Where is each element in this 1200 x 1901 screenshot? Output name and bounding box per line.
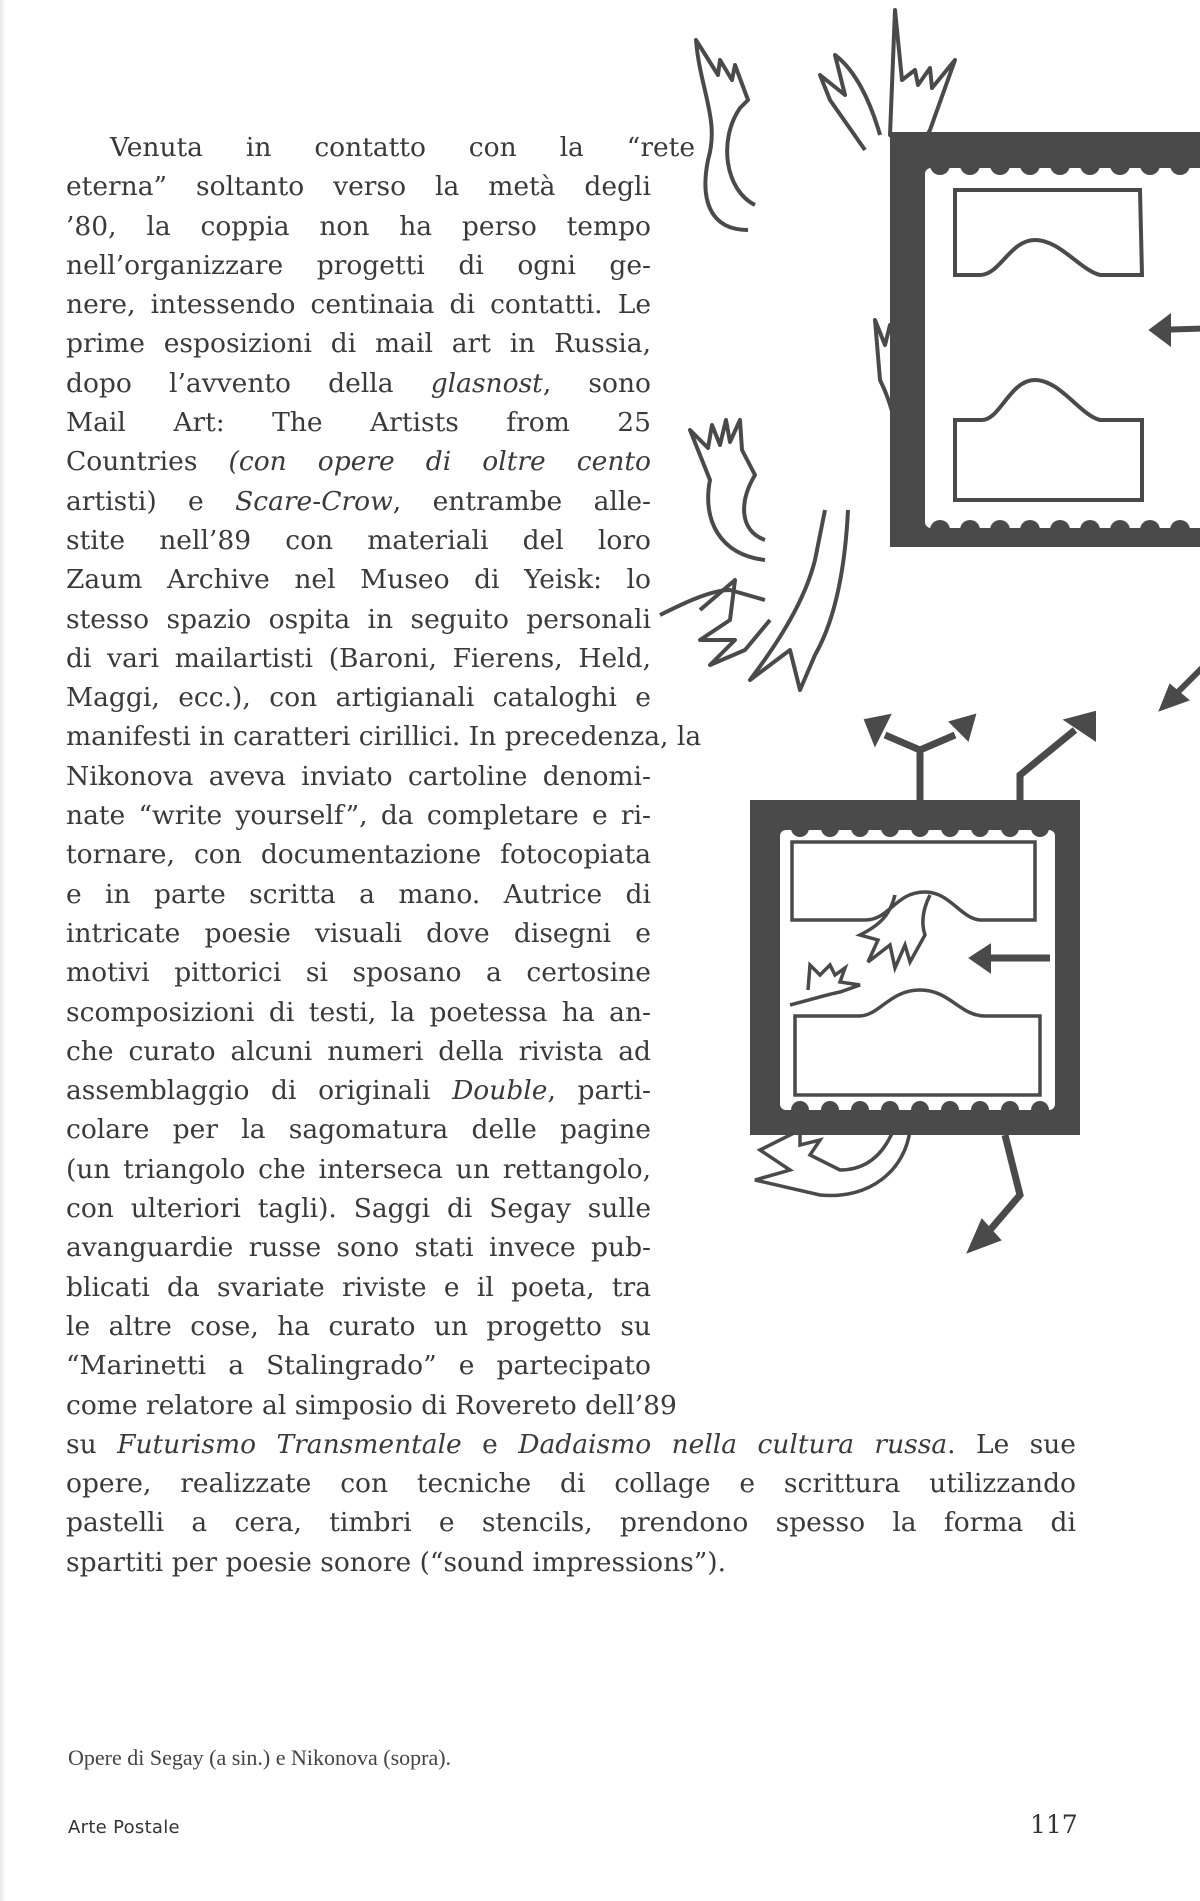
text-segment: , entrambe alle- [392,485,651,517]
text-segment: e in parte scritta a mano. Autrice di [66,878,651,910]
text-segment: le altre cose, ha curato un progetto su [66,1310,651,1342]
text-segment: su [66,1428,118,1460]
text-segment: , parti- [547,1075,652,1107]
page-number: 117 [1030,1810,1078,1839]
hand-drawing [820,55,880,150]
text-segment: nate “write yourself”, da completare e ri- [66,800,651,832]
arm-drawing [696,40,755,230]
text-segment: Maggi, ecc.), con artigianali cataloghi e [66,682,651,714]
text-segment: ’80, la coppia non ha perso tempo [66,210,651,242]
text-line [66,1307,651,1346]
text-line [66,1032,651,1071]
text-segment: stesso spazio ospita in seguito personali [66,603,651,635]
text-line [66,285,651,324]
stamp-artwork-top [640,0,1200,740]
text-line [66,1425,1076,1464]
text-segment: artisti) e [66,485,236,517]
text-line [66,600,651,639]
text-line [66,953,651,992]
text-line [66,914,651,953]
stamp-frame [750,800,1080,1135]
text-line [66,442,651,481]
text-line [66,1346,651,1385]
text-line [66,1150,651,1189]
text-segment: come relatore al simposio di Rovereto dell’89 [66,1389,677,1421]
text-segment: motivi pittorici si sposano a certosine [66,957,651,989]
text-segment: con ulteriori tagli). Saggi di Segay sulle [66,1193,651,1225]
text-line [66,1543,1116,1582]
italic-title: Double [452,1075,548,1107]
text-segment: Venuta in contatto con la “rete [110,132,695,163]
text-segment: colare per la sagomatura delle pagine [66,1114,651,1146]
running-title: Arte Postale [68,1817,180,1838]
text-segment: che curato alcuni numeri della rivista ad [66,1035,651,1067]
text-segment: blicati da svariate riviste e il poeta, tra [66,1271,651,1303]
text-segment: . Le sue [947,1428,1076,1460]
arrow-down-left-icon [990,1135,1020,1230]
arrow-up-right-icon [1020,730,1075,800]
arrow-down-left-icon [1170,560,1200,700]
text-segment: opere, realizzate con tecniche di collage e scrittura utilizzando [66,1468,1076,1500]
text-segment: Zaum Archive nel Museo di Yeisk: lo [66,564,651,596]
text-segment: assemblaggio di originali [66,1075,453,1107]
text-line [66,167,651,206]
text-segment: Countries [66,446,198,478]
text-line [66,1386,726,1425]
text-segment: e [461,1428,519,1460]
italic-title: glasnost [430,367,543,399]
text-line [66,757,651,796]
text-line [66,678,651,717]
italic-title: (con opere di oltre cento [197,446,651,478]
text-line [66,1110,651,1149]
text-segment: tornare, con documentazione fotocopiata [66,839,651,871]
text-line [66,521,651,560]
text-segment: “Marinetti a Stalingrado” e partecipato [66,1350,651,1382]
text-line [66,993,651,1032]
text-segment: stite nell’89 con materiali del loro [66,524,651,556]
text-segment: nell’organizzare progetti di ogni ge- [66,249,651,281]
italic-title: Futurismo Transmentale [117,1428,462,1460]
text-line [66,1503,1076,1542]
text-line [66,207,651,246]
stamp-frame [890,132,1200,547]
text-line [66,324,651,363]
text-segment: Nikonova aveva inviato cartoline denomi- [66,760,651,792]
text-segment: Mail Art: The Artists from 25 [66,407,651,439]
hand-drawing [690,420,765,560]
text-segment: prime esposizioni di mail art in Russia, [66,328,651,360]
arrow-forked-icon [885,735,955,800]
text-segment: avanguardie russe sono stati invece pub- [66,1232,651,1264]
text-segment: , sono [542,367,651,399]
text-line [66,246,651,285]
text-line [66,364,651,403]
text-segment: (un triangolo che interseca un rettangolo, [66,1153,651,1185]
text-segment: manifesti in caratteri cirillici. In precedenza, la [66,721,702,753]
text-line [66,639,651,678]
text-line [66,403,651,442]
text-line [66,1464,1076,1503]
text-segment: scomposizioni di testi, la poetessa ha an- [66,996,651,1028]
hand-drawing [660,590,765,615]
text-segment: pastelli a cera, timbri e stencils, prendono spesso la forma di [66,1507,1076,1539]
text-line [66,560,651,599]
text-line [66,717,726,756]
text-line [66,1071,651,1110]
text-line [66,1268,651,1307]
text-line [66,875,651,914]
figure-caption: Opere di Segay (a sin.) e Nikonova (sopra). [68,1745,452,1770]
page-edge [0,0,6,1901]
text-line [66,482,651,521]
text-line [66,796,651,835]
text-segment: eterna” soltanto verso la metà degli [66,171,651,203]
text-segment: dopo l’avvento della [66,367,431,399]
text-line [66,128,695,167]
italic-title: Scare-Crow [235,485,393,517]
italic-title: Dadaismo nella cultura russa [518,1428,948,1460]
text-line [66,835,651,874]
text-segment: spartiti per poesie sonore (“sound impressions”). [66,1546,727,1578]
stamp-artwork-bottom [700,700,1200,1320]
text-segment: di vari mailartisti (Baroni, Fierens, Held, [66,642,651,674]
text-segment: intricate poesie visuali dove disegni e [66,917,651,949]
text-line [66,1228,651,1267]
text-segment: nere, intessendo centinaia di contatti. Le [66,289,651,321]
text-line [66,1189,651,1228]
